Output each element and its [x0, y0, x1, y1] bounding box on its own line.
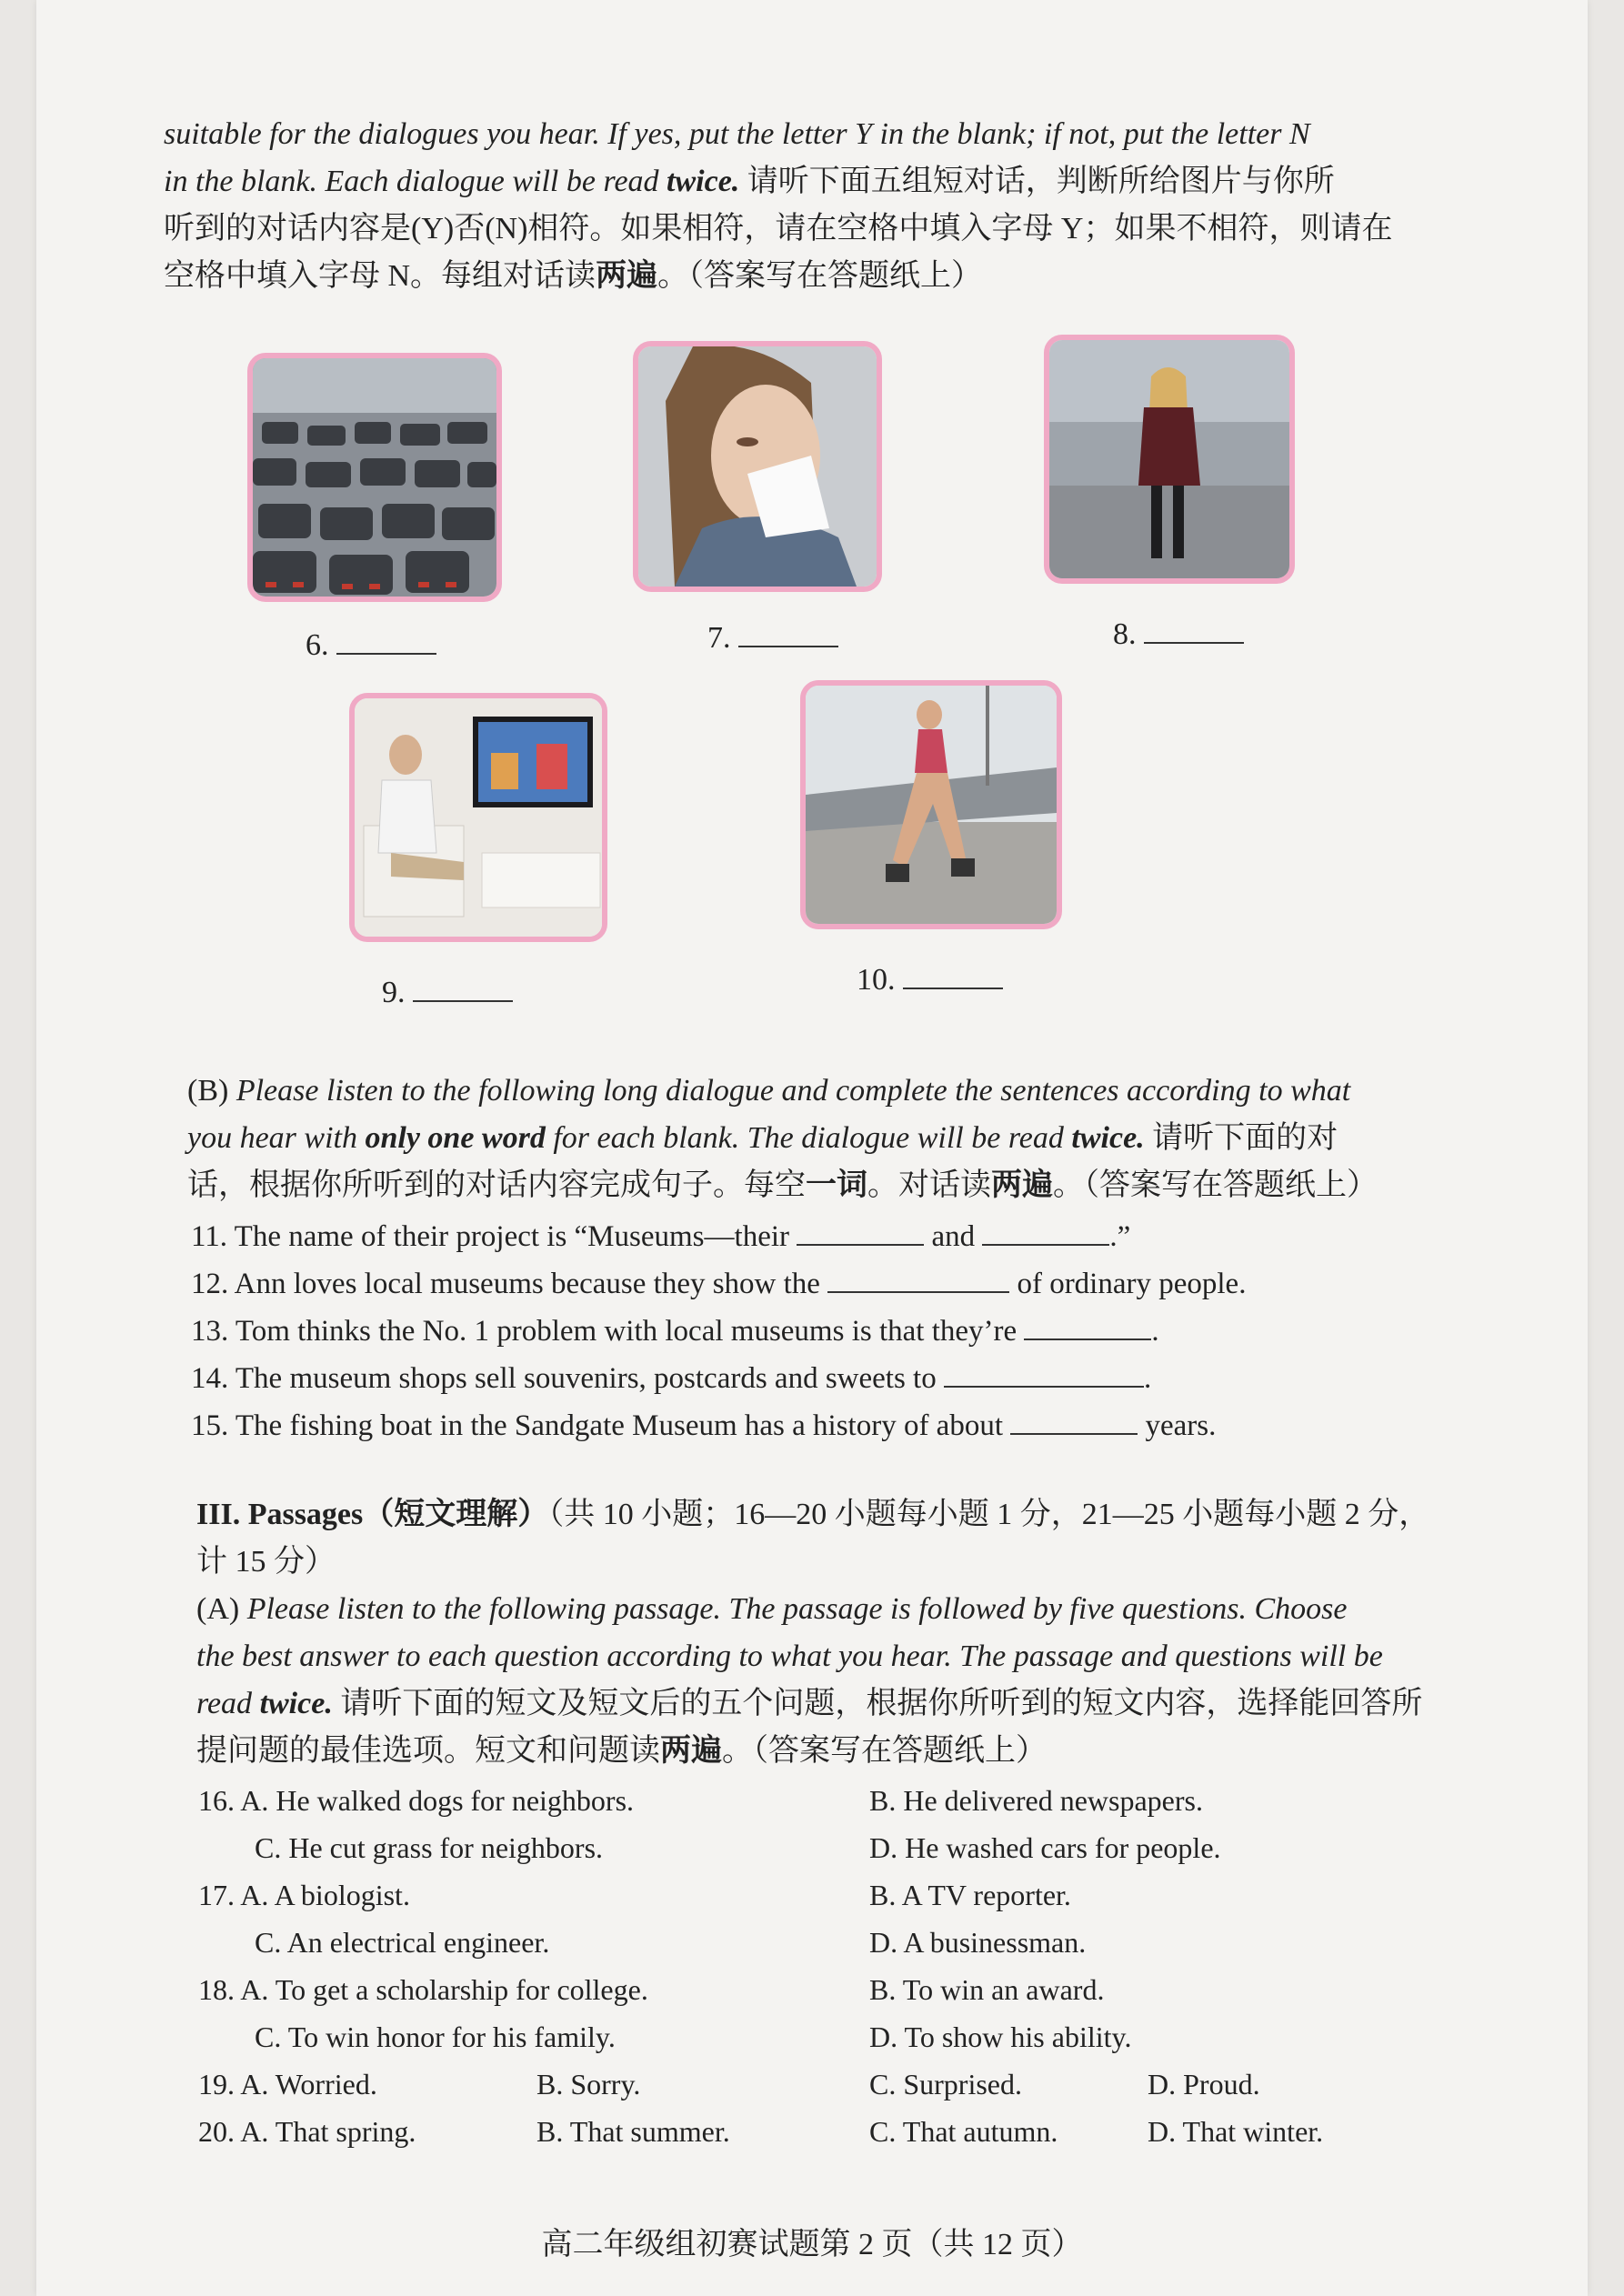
- option-20-c[interactable]: C. That autumn.: [869, 2115, 1058, 2148]
- picture-6-label: 6.: [306, 626, 436, 663]
- question-13: 13. Tom thinks the No. 1 problem with local museums is that they’re .: [191, 1315, 1159, 1348]
- section-3-title: III. Passages（短文理解）（共 10 小题；16—20 小题每小题 1 分，21—25 小题每小题 2 分，: [196, 1498, 1430, 1531]
- question-12: 12. Ann loves local museums because they show the of ordinary people.: [191, 1268, 1247, 1300]
- option-16-c[interactable]: C. He cut grass for neighbors.: [255, 1831, 604, 1864]
- picture-10-label: 10.: [857, 960, 1003, 998]
- picture-8-label: 8.: [1113, 615, 1244, 652]
- option-row-16c: [198, 1824, 1526, 1871]
- option-row-20: [198, 2108, 1526, 2155]
- option-17-c[interactable]: C. An electrical engineer.: [255, 1926, 550, 1959]
- option-16-b[interactable]: B. He delivered newspapers.: [869, 1784, 1203, 1817]
- intro-line-3: 听到的对话内容是(Y)否(N)相符。如果相符，请在空格中填入字母 Y；如果不相符，则请在: [164, 212, 1393, 246]
- option-20-b[interactable]: B. That summer.: [536, 2115, 730, 2148]
- answer-blank-9[interactable]: [413, 973, 513, 1002]
- page-footer: 高二年级组初赛试题第 2 页（共 12 页）: [541, 2228, 1083, 2261]
- sneezing-woman-image: [638, 346, 877, 587]
- option-18-b[interactable]: B. To win an award.: [869, 1973, 1105, 2006]
- intro-line-2: in the blank. Each dialogue will be read twice. 请听下面五组短对话，判断所给图片与你所: [164, 165, 1335, 198]
- question-11: 11. The name of their project is “Museums—their and .”: [191, 1220, 1131, 1253]
- section-b-questions: [191, 1213, 1519, 1449]
- option-17-b[interactable]: B. A TV reporter.: [869, 1879, 1071, 1911]
- option-row-16a: [198, 1777, 1526, 1824]
- section-3-points: 计 15 分）: [196, 1545, 336, 1579]
- answer-blank-7[interactable]: [738, 618, 838, 647]
- picture-woman-standing: [1044, 335, 1295, 584]
- answer-blank-8[interactable]: [1144, 615, 1244, 644]
- picture-girl-rollerskating: [800, 680, 1062, 929]
- option-16-d[interactable]: D. He washed cars for people.: [869, 1831, 1221, 1864]
- section-b-line-1: (B) Please listen to the following long dialogue and complete the sentences according to what: [187, 1074, 1351, 1108]
- option-18-a[interactable]: 18. A. To get a scholarship for college.: [198, 1973, 648, 2006]
- rollerskating-image: [806, 686, 1057, 924]
- option-row-19: [198, 2060, 1526, 2108]
- answer-blank-13[interactable]: [1024, 1313, 1151, 1340]
- section-3a-line-3: read twice. 请听下面的短文及短文后的五个问题，根据你所听到的短文内容，选择能回答所: [196, 1687, 1423, 1720]
- picture-man-watching-tv: [349, 693, 607, 942]
- option-16-a[interactable]: 16. A. He walked dogs for neighbors.: [198, 1784, 635, 1817]
- options-16-20: [198, 1777, 1526, 2155]
- option-19-c[interactable]: C. Surprised.: [869, 2068, 1022, 2100]
- intro-line-4: 空格中填入字母 N。每组对话读两遍。（答案写在答题纸上）: [164, 259, 983, 293]
- intro-line-1: suitable for the dialogues you hear. If yes, put the letter Y in the blank; if not, put the letter N: [164, 117, 1310, 151]
- section-3a-line-2: the best answer to each question according to what you hear. The passage and questions will be: [196, 1639, 1383, 1673]
- option-row-18c: [198, 2013, 1526, 2060]
- tv-watching-image: [355, 698, 602, 937]
- section-b-line-2: you hear with only one word for each blank. The dialogue will be read twice. 请听下面的对: [187, 1121, 1338, 1155]
- answer-blank-15[interactable]: [1010, 1408, 1138, 1435]
- answer-blank-11a[interactable]: [797, 1218, 924, 1246]
- option-19-a[interactable]: 19. A. Worried.: [198, 2068, 377, 2100]
- answer-blank-6[interactable]: [336, 626, 436, 655]
- option-row-17c: [198, 1919, 1526, 1966]
- section-3-header: [196, 1491, 1524, 1775]
- answer-blank-10[interactable]: [903, 960, 1003, 989]
- section-3a-line-4: 提问题的最佳选项。短文和问题读两遍。（答案写在答题纸上）: [196, 1734, 1047, 1768]
- answer-blank-14[interactable]: [944, 1360, 1144, 1388]
- question-14: 14. The museum shops sell souvenirs, postcards and sweets to .: [191, 1362, 1152, 1395]
- option-20-d[interactable]: D. That winter.: [1148, 2115, 1324, 2148]
- section-3a-line-1: (A) Please listen to the following passage. The passage is followed by five questions. Choose: [196, 1592, 1348, 1626]
- traffic-jam-image: [253, 358, 496, 597]
- option-row-17a: [198, 1871, 1526, 1919]
- option-18-c[interactable]: C. To win honor for his family.: [255, 2020, 616, 2053]
- picture-9-label: 9.: [382, 973, 513, 1010]
- option-19-d[interactable]: D. Proud.: [1148, 2068, 1260, 2100]
- option-19-b[interactable]: B. Sorry.: [536, 2068, 641, 2100]
- question-15: 15. The fishing boat in the Sandgate Museum has a history of about years.: [191, 1409, 1217, 1442]
- option-17-d[interactable]: D. A businessman.: [869, 1926, 1087, 1959]
- option-row-18a: [198, 1966, 1526, 2013]
- picture-woman-sneezing: [633, 341, 882, 592]
- standing-woman-image: [1049, 340, 1289, 578]
- answer-blank-11b[interactable]: [982, 1218, 1109, 1246]
- picture-traffic-jam: [247, 353, 502, 602]
- option-17-a[interactable]: 17. A. A biologist.: [198, 1879, 410, 1911]
- section-b-instructions: [187, 1068, 1515, 1209]
- picture-7-label: 7.: [707, 618, 838, 656]
- option-20-a[interactable]: 20. A. That spring.: [198, 2115, 416, 2148]
- answer-blank-12[interactable]: [827, 1266, 1009, 1293]
- option-18-d[interactable]: D. To show his ability.: [869, 2020, 1132, 2053]
- intro-instructions: [164, 111, 1519, 300]
- section-b-line-3: 话，根据你所听到的对话内容完成句子。每空一词。对话读两遍。（答案写在答题纸上）: [187, 1168, 1378, 1202]
